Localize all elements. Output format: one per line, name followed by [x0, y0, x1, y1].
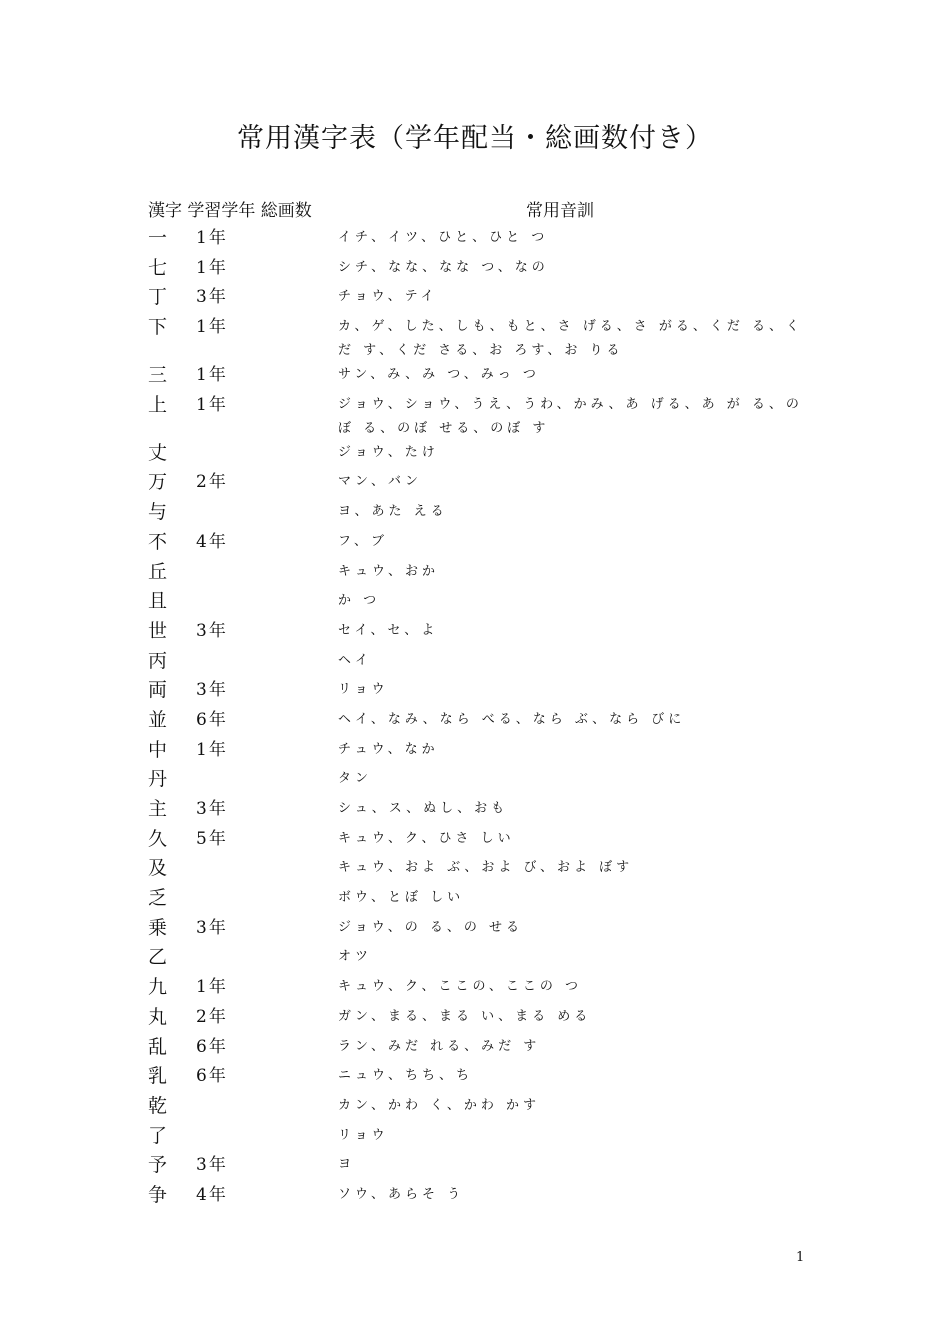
table-row [148, 226, 808, 256]
readings-cell: チュウ、なか [338, 741, 439, 757]
kanji-cell: 万 [148, 471, 168, 494]
grade-cell: 3年 [196, 287, 228, 308]
kanji-cell: 並 [148, 708, 168, 731]
kanji-cell: 争 [148, 1183, 168, 1206]
readings-cell: イチ、イツ、ひと、ひと つ [338, 230, 549, 245]
readings-cell: キュウ、ク、ここの、ここの つ [338, 979, 583, 995]
table-row [148, 1005, 808, 1035]
readings-cell: キュウ、ク、ひさ しい [338, 830, 515, 846]
grade-cell: 4年 [196, 1184, 228, 1205]
kanji-cell: 世 [148, 619, 168, 642]
table-row [148, 256, 808, 286]
table-row [148, 589, 808, 619]
readings-cell: ニュウ、ちち、ち [338, 1068, 473, 1084]
table-row [148, 363, 808, 393]
kanji-table [148, 226, 808, 1213]
table-row [148, 530, 808, 560]
readings-cell: シュ、ス、ぬし、おも [338, 801, 509, 816]
kanji-cell: 久 [148, 827, 168, 850]
kanji-cell: 七 [148, 256, 168, 279]
readings-cell: リョウ [338, 1127, 389, 1143]
grade-cell: 5年 [196, 828, 228, 849]
header-kanji-grade-strokes: 漢字 学習学年 総画数 [148, 201, 312, 221]
kanji-cell: 両 [148, 679, 168, 702]
kanji-cell: 丹 [148, 768, 168, 791]
grade-cell: 1年 [196, 394, 228, 415]
table-row [148, 470, 808, 500]
kanji-cell: 不 [148, 530, 168, 553]
table-row [148, 1035, 808, 1065]
table-row [148, 619, 808, 649]
table-row [148, 797, 808, 827]
readings-cell: マン、バン [338, 474, 422, 490]
table-row [148, 767, 808, 797]
grade-cell: 6年 [196, 1036, 228, 1057]
grade-cell: 2年 [196, 1006, 228, 1027]
grade-cell: 1年 [196, 257, 228, 278]
readings-cell: ジョウ、の る、の せる [338, 919, 523, 935]
readings-cell: ヨ [338, 1157, 356, 1173]
table-row [148, 1094, 808, 1124]
readings-cell: ボウ、とぼ しい [338, 890, 465, 906]
readings-cell: ヘイ、なみ、なら べる、なら ぶ、なら びに [338, 711, 686, 727]
kanji-cell: 丁 [148, 286, 168, 309]
kanji-cell: 一 [148, 227, 168, 249]
kanji-cell: 九 [148, 976, 168, 999]
table-row [148, 856, 808, 886]
kanji-cell: 主 [148, 798, 168, 820]
table-row [148, 1183, 808, 1213]
page-title: 常用漢字表（学年配当・総画数付き） [237, 123, 713, 154]
readings-cell: ヘイ [338, 652, 373, 668]
kanji-cell: 丸 [148, 1005, 168, 1028]
kanji-cell: 了 [148, 1124, 168, 1147]
kanji-cell: 乱 [148, 1035, 168, 1058]
grade-cell: 3年 [196, 799, 228, 819]
table-row [148, 678, 808, 708]
grade-cell: 1年 [196, 365, 228, 386]
readings-cell: シチ、なな、なな つ、なの [338, 259, 549, 275]
kanji-cell: 乏 [148, 887, 168, 910]
table-row [148, 500, 808, 530]
kanji-cell: 下 [148, 316, 168, 339]
readings-cell: ヨ、あた える [338, 504, 448, 520]
readings-cell: タン [338, 771, 373, 787]
kanji-cell: 丘 [148, 560, 168, 583]
table-row [148, 886, 808, 916]
kanji-cell: 乾 [148, 1094, 168, 1117]
readings-cell: か つ [338, 593, 381, 609]
readings-cell: チョウ、テイ [338, 289, 438, 305]
grade-cell: 1年 [196, 977, 228, 998]
readings-cell: ジョウ、ショウ、うえ、うわ、かみ、あ げる、あ が る、のぼ る、のぼ せる、のぼ す [338, 396, 803, 436]
kanji-cell: 丈 [148, 441, 168, 464]
readings-cell: キュウ、おか [338, 563, 439, 579]
kanji-cell: 且 [148, 590, 168, 613]
readings-cell: ソウ、あらそ う [338, 1186, 465, 1202]
table-row [148, 441, 808, 471]
kanji-cell: 乳 [148, 1065, 168, 1088]
readings-cell: キュウ、およ ぶ、およ び、およ ぼす [338, 860, 634, 876]
table-row [148, 975, 808, 1005]
readings-cell: セイ、セ、よ [338, 622, 439, 638]
table-row [148, 827, 808, 857]
table-row [148, 945, 808, 975]
page-number: 1 [796, 1250, 805, 1265]
grade-cell: 4年 [196, 531, 228, 552]
table-row [148, 285, 808, 315]
readings-cell: オツ [338, 949, 373, 965]
table-row [148, 916, 808, 946]
readings-cell: サン、み、み つ、みっ つ [338, 367, 540, 383]
grade-cell: 3年 [196, 620, 228, 641]
table-row [148, 1153, 808, 1183]
table-row [148, 315, 808, 363]
table-row [148, 738, 808, 768]
grade-cell: 1年 [196, 228, 228, 248]
grade-cell: 6年 [196, 709, 228, 730]
kanji-cell: 乗 [148, 916, 168, 939]
grade-cell: 3年 [196, 917, 228, 938]
table-row [148, 560, 808, 590]
readings-cell: ラン、みだ れる、みだ す [338, 1038, 541, 1054]
readings-cell: リョウ [338, 682, 389, 698]
table-row [148, 1124, 808, 1154]
kanji-cell: 中 [148, 738, 168, 761]
table-row [148, 1064, 808, 1094]
kanji-cell: 丙 [148, 649, 168, 672]
table-row [148, 649, 808, 679]
kanji-cell: 及 [148, 857, 168, 880]
grade-cell: 1年 [196, 317, 228, 338]
grade-cell: 3年 [196, 680, 228, 701]
header-readings: 常用音訓 [526, 201, 594, 221]
table-row [148, 393, 808, 441]
table-row [148, 708, 808, 738]
kanji-cell: 三 [148, 364, 168, 387]
readings-cell: カン、かわ く、かわ かす [338, 1097, 540, 1113]
grade-cell: 3年 [196, 1155, 228, 1176]
kanji-cell: 与 [148, 501, 168, 524]
readings-cell: フ、ブ [338, 533, 388, 549]
readings-cell: ガン、まる、まる い、まる める [338, 1008, 592, 1024]
grade-cell: 1年 [196, 739, 228, 760]
grade-cell: 2年 [196, 472, 228, 493]
readings-cell: ジョウ、たけ [338, 444, 439, 460]
kanji-cell: 上 [148, 393, 168, 416]
kanji-cell: 乙 [148, 946, 168, 969]
grade-cell: 6年 [196, 1066, 228, 1087]
readings-cell: カ、ゲ、した、しも、もと、さ げる、さ がる、くだ る、くだ す、くだ さる、お ろす、お りる [338, 319, 803, 359]
kanji-cell: 予 [148, 1154, 168, 1177]
table-header [148, 196, 808, 222]
